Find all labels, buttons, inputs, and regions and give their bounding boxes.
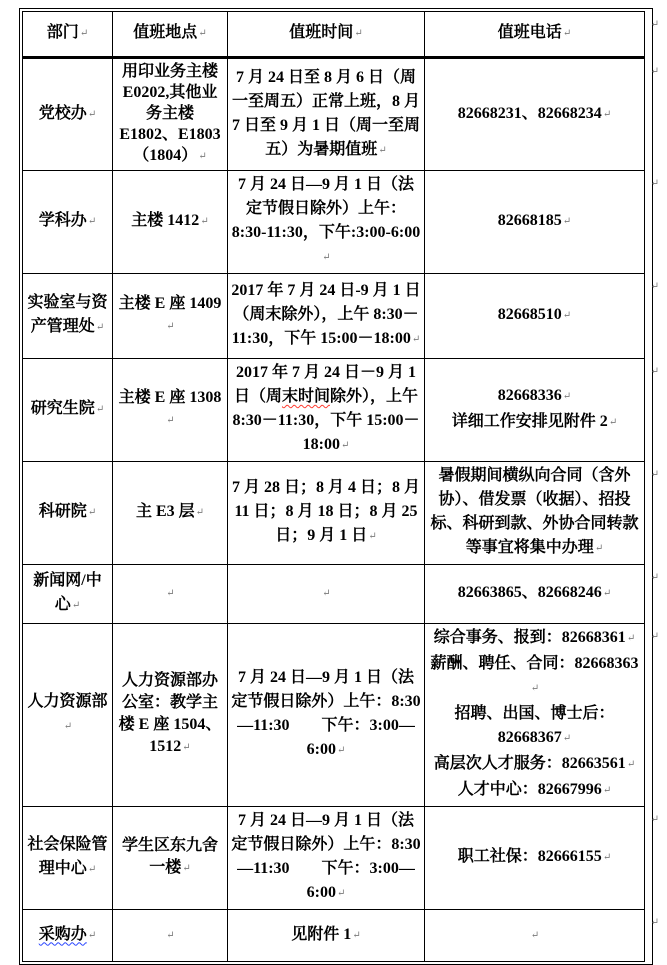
time-text: 7 月 24 日—9 月 1 日（法定节假日除外）上午：8:30—11:30 下午：3:00—6:00 <box>231 812 421 901</box>
cell-dept <box>23 910 113 962</box>
header-department <box>23 12 113 58</box>
pilcrow-mark <box>95 316 104 340</box>
header-label: 值班地点 <box>133 24 198 41</box>
spellcheck-squiggle-text: 末时间 <box>281 388 330 405</box>
cell-phone <box>425 58 645 171</box>
pilcrow-mark <box>608 411 617 435</box>
phone-note-text: 暑假期间横纵向合同（含外协）、借发票（收据）、招投标、科研到款、外协合同转款等事宜将集中办理 <box>430 467 639 556</box>
header-phone <box>425 12 645 58</box>
cell-dept <box>23 58 113 171</box>
pilcrow-mark <box>87 858 96 882</box>
phone-text: 薪酬、聘任、合同：82668363 <box>430 655 639 672</box>
time-text-pre: 2017 年 7 月 24 日－9 月 1 日（周 <box>233 364 416 405</box>
phone-line <box>428 702 641 752</box>
pilcrow-mark <box>181 737 190 759</box>
pilcrow-mark <box>71 594 80 618</box>
cell-location-empty <box>113 910 228 962</box>
cell-dept <box>23 624 113 807</box>
cell-phone <box>425 807 645 910</box>
pilcrow-mark <box>626 753 635 777</box>
cell-phone-empty <box>425 910 645 962</box>
pilcrow-mark <box>199 211 208 233</box>
pilcrow-mark <box>602 846 611 870</box>
time-text: 见附件 1 <box>291 925 352 943</box>
cell-time <box>228 58 425 171</box>
pilcrow-mark <box>530 677 539 701</box>
dept-text: 党校办 <box>38 104 87 122</box>
table-row <box>23 359 645 462</box>
cell-dept <box>23 359 113 462</box>
table-row <box>23 624 645 807</box>
phone-text: 综合事务、报到：82668361 <box>433 629 626 646</box>
cell-time-empty <box>228 565 425 624</box>
time-text: 7 月 24 日—9 月 1 日（法定节假日除外）上午：8:30—11:30 下午：3:00—6:00 <box>231 669 421 758</box>
cell-dept <box>23 274 113 359</box>
table-row <box>23 171 645 274</box>
cell-time <box>228 807 425 910</box>
cell-phone <box>425 462 645 565</box>
pilcrow-mark <box>367 525 376 549</box>
time-text: 2017 年 7 月 24 日-9 月 1 日（周末除外），上午 8:30－11:30，下午 15:00－18:00 <box>231 282 421 347</box>
pilcrow-mark <box>351 924 360 948</box>
phone-line <box>428 626 641 652</box>
phone-line <box>428 778 641 804</box>
pilcrow-mark <box>336 739 345 763</box>
row-end-mark <box>651 566 659 590</box>
cell-dept <box>23 462 113 565</box>
row-end-mark <box>651 60 659 84</box>
phone-text: 人才中心：82667996 <box>457 781 602 798</box>
table-row <box>23 910 645 962</box>
pilcrow-mark <box>181 858 190 880</box>
cell-location <box>113 807 228 910</box>
dept-text: 学科办 <box>38 212 87 229</box>
location-text: 用印业务主楼 E0202,其他业务主楼 E1802、E1803（1804） <box>119 63 221 164</box>
phone-line <box>428 384 641 410</box>
table-row <box>23 462 645 565</box>
pilcrow-mark <box>594 537 603 561</box>
row-end-mark <box>651 463 659 487</box>
phone-text: 82663865、82668246 <box>457 584 602 601</box>
pilcrow-mark <box>116 925 224 947</box>
cell-time <box>228 171 425 274</box>
pilcrow-mark <box>340 434 349 458</box>
location-text: 主 E3 层 <box>135 503 195 520</box>
cell-phone <box>425 359 645 462</box>
pilcrow-mark <box>116 583 224 605</box>
pilcrow-mark <box>377 139 386 163</box>
duty-table-outer-border <box>19 8 653 965</box>
pilcrow-mark <box>626 627 635 651</box>
cell-time <box>228 274 425 359</box>
pilcrow-mark <box>95 398 104 422</box>
location-text: 主楼 E 座 1308 <box>118 389 222 406</box>
pilcrow-mark <box>165 316 174 338</box>
row-end-mark <box>651 275 659 299</box>
dept-text: 新闻网/中心 <box>33 572 102 613</box>
cell-location <box>113 171 228 274</box>
pilcrow-mark <box>87 210 96 234</box>
cell-phone <box>425 274 645 359</box>
pilcrow-mark <box>231 582 421 606</box>
pilcrow-mark <box>562 385 571 409</box>
cell-location <box>113 624 228 807</box>
header-label: 部门 <box>46 24 79 41</box>
pilcrow-mark <box>411 328 420 352</box>
cell-phone <box>425 624 645 807</box>
pilcrow-mark <box>87 924 96 948</box>
pilcrow-mark <box>602 582 611 606</box>
dept-text: 科研院 <box>38 503 87 520</box>
time-text-post: 除外），上午 8:30－11:30，下午 15:00－18:00 <box>232 388 420 453</box>
cell-location <box>113 359 228 462</box>
dept-text: 人力资源部 <box>27 693 108 710</box>
location-text: 人力资源部办公室：教学主楼 E 座 1504、1512 <box>118 672 222 755</box>
time-text: 7 月 24 日—9 月 1 日（法定节假日除外）上午：8:30-11:30，下午:3:00-6:00 <box>231 176 421 241</box>
cell-location <box>113 58 228 171</box>
phone-text: 高层次人才服务：82663561 <box>433 755 626 772</box>
cell-time <box>228 910 425 962</box>
row-end-mark <box>651 911 659 935</box>
cell-dept <box>23 171 113 274</box>
pilcrow-mark <box>87 103 96 127</box>
phone-text: 招聘、出国、博士后：82668367 <box>454 705 615 746</box>
phone-text: 82668231、82668234 <box>457 104 602 122</box>
pilcrow-mark <box>197 22 206 46</box>
phone-note-text: 详细工作安排见附件 2 <box>451 413 608 430</box>
pilcrow-mark <box>197 146 206 167</box>
pilcrow-mark <box>195 502 204 524</box>
phone-text: 82668336 <box>497 387 562 404</box>
cell-time <box>228 624 425 807</box>
phone-text: 82668185 <box>497 212 562 229</box>
cell-location <box>113 274 228 359</box>
row-end-mark <box>651 625 659 649</box>
phone-text: 职工社保：82666155 <box>457 848 602 865</box>
pilcrow-mark <box>602 103 611 127</box>
cell-phone <box>425 565 645 624</box>
cell-phone <box>425 171 645 274</box>
pilcrow-mark <box>87 501 96 525</box>
pilcrow-mark <box>353 22 362 46</box>
cell-location <box>113 462 228 565</box>
dept-text: 研究生院 <box>30 400 95 417</box>
pilcrow-mark <box>562 304 571 328</box>
grammar-squiggle-text: 采购办 <box>38 925 87 943</box>
duty-schedule-table <box>22 11 645 962</box>
phone-line <box>428 410 641 436</box>
pilcrow-mark <box>321 246 330 270</box>
header-label: 值班电话 <box>497 24 562 41</box>
time-text: 7 月 24 日至 8 月 6 日（周一至周五）正常上班，8 月 7 日至 9 月 1 日（周一至周五）为暑期值班 <box>231 68 420 158</box>
table-row <box>23 807 645 910</box>
row-end-mark <box>651 808 659 832</box>
cell-dept <box>23 565 113 624</box>
location-text: 主楼 E 座 1409 <box>118 295 222 312</box>
header-row <box>23 12 645 58</box>
pilcrow-mark <box>336 882 345 906</box>
pilcrow-mark <box>562 22 571 46</box>
table-row <box>23 565 645 624</box>
row-end-mark <box>651 172 659 196</box>
header-location <box>113 12 228 58</box>
pilcrow-mark <box>562 210 571 234</box>
cell-time <box>228 462 425 565</box>
cell-location-empty <box>113 565 228 624</box>
pilcrow-mark <box>165 410 174 432</box>
table-row <box>23 58 645 171</box>
pilcrow-mark <box>602 779 611 803</box>
time-text: 7 月 28 日；8 月 4 日；8 月 11 日；8 月 18 日；8 月 25 日；9 月 1 日 <box>231 479 420 544</box>
table-row <box>23 274 645 359</box>
row-end-mark <box>651 360 659 384</box>
header-time <box>228 12 425 58</box>
header-label: 值班时间 <box>289 24 354 41</box>
cell-time <box>228 359 425 462</box>
location-text: 主楼 1412 <box>131 212 200 229</box>
phone-line <box>428 752 641 778</box>
dept-text: 社会保险管理中心 <box>27 836 108 877</box>
pilcrow-mark <box>79 22 88 46</box>
cell-dept <box>23 807 113 910</box>
dept-text: 实验室与资产管理处 <box>27 294 108 335</box>
pilcrow-mark <box>63 715 72 739</box>
row-end-mark <box>651 13 659 37</box>
pilcrow-mark <box>428 924 641 948</box>
pilcrow-mark <box>562 727 571 751</box>
phone-line <box>428 652 641 702</box>
location-text: 学生区东九舍一楼 <box>121 837 218 876</box>
phone-text: 82668510 <box>497 306 562 323</box>
